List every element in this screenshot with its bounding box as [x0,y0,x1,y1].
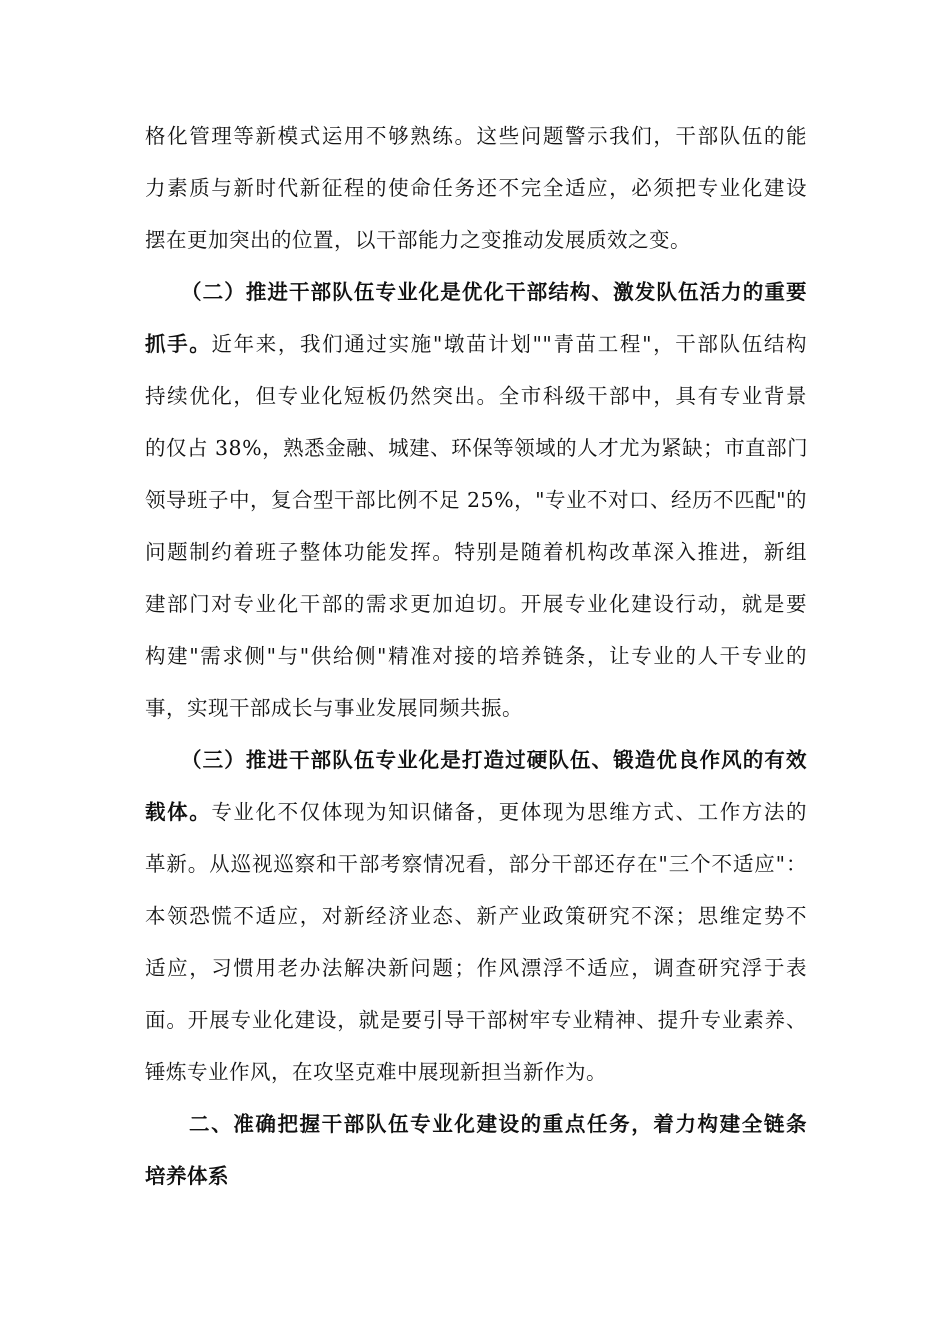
text-line: 持续优化，但专业化短板仍然突出。全市科级干部中，具有专业背景 [145,384,807,408]
subheading-line: （二）推进干部队伍专业化是优化干部结构、激发队伍活力的重要 [181,280,807,304]
text-line: 领导班子中，复合型干部比例不足 25%，"专业不对口、经历不匹配"的 [145,488,807,512]
paragraph-forge-style [145,742,807,1106]
paragraph-problems-warning [145,118,807,274]
text-line: 锤炼专业作风，在攻坚克难中展现新担当新作为。 [145,1060,607,1084]
document-body [145,118,807,1210]
text-line: 建部门对专业化干部的需求更加迫切。开展专业化建设行动，就是要 [145,592,807,616]
text-line: 问题制约着班子整体功能发挥。特别是随着机构改革深入推进，新组 [145,540,807,564]
text-line: 构建"需求侧"与"供给侧"精准对接的培养链条，让专业的人干专业的 [145,644,807,668]
text-line: 面。开展专业化建设，就是要引导干部树牢专业精神、提升专业素养、 [145,1008,807,1032]
text-line [145,794,807,846]
section-heading-line: 培养体系 [145,1164,229,1188]
subheading-tail: 载体。 [145,800,212,824]
text-line: 的仅占 38%，熟悉金融、城建、环保等领域的人才尤为紧缺；市直部门 [145,436,809,460]
text-run: 近年来，我们通过实施"墩苗计划""青苗工程"，干部队伍结构 [211,332,808,356]
text-line: 摆在更加突出的位置，以干部能力之变推动发展质效之变。 [145,228,691,252]
text-line: 本领恐慌不适应，对新经济业态、新产业政策研究不深；思维定势不 [145,904,807,928]
subheading-line: （三）推进干部队伍专业化是打造过硬队伍、锻造优良作风的有效 [181,748,807,772]
text-line: 革新。从巡视巡察和干部考察情况看，部分干部还存在"三个不适应"： [145,852,807,876]
paragraph-optimize-structure [145,274,807,742]
text-run: 专业化不仅体现为知识储备，更体现为思维方式、工作方法的 [211,800,808,824]
text-line: 格化管理等新模式运用不够熟练。这些问题警示我们，干部队伍的能 [145,124,807,148]
text-line: 力素质与新时代新征程的使命任务还不完全适应，必须把专业化建设 [145,176,807,200]
section-heading-line: 二、准确把握干部队伍专业化建设的重点任务，着力构建全链条 [189,1112,807,1136]
text-line [145,326,807,378]
text-line: 事，实现干部成长与事业发展同频共振。 [145,696,523,720]
section-heading [145,1106,807,1210]
text-line: 适应，习惯用老办法解决新问题；作风漂浮不适应，调查研究浮于表 [145,956,807,980]
subheading-tail: 抓手。 [145,332,212,356]
